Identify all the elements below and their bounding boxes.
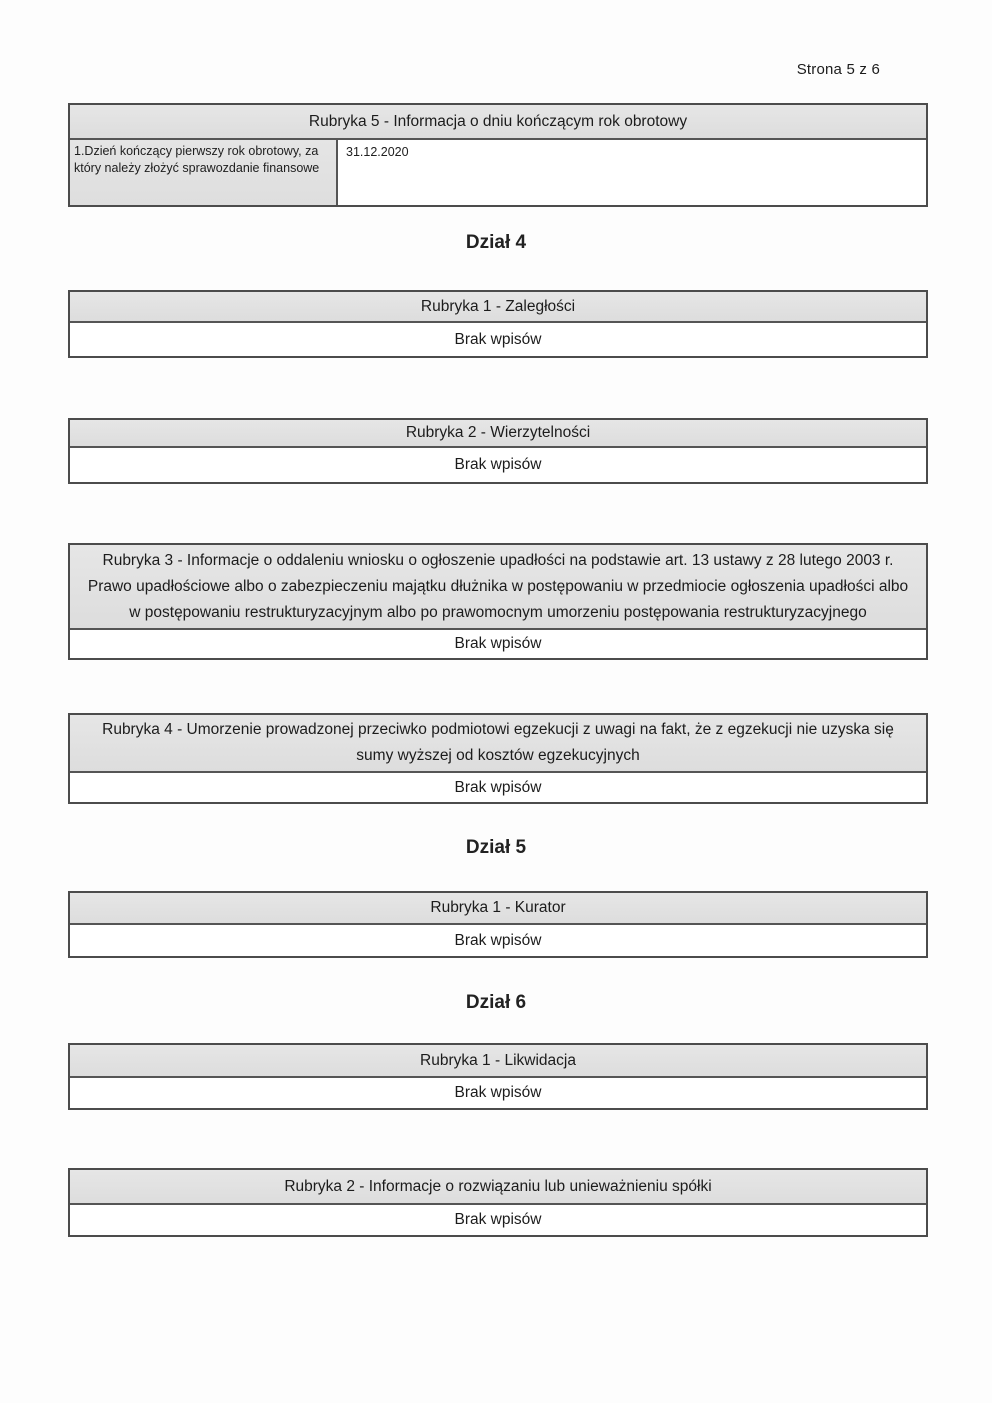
table-header (70, 715, 926, 773)
empty-label: Brak wpisów (454, 931, 542, 949)
table-rubryka5-title: Rubryka 5 - Informacja o dniu kończącym rok obrotowy (308, 112, 688, 130)
table-header (70, 420, 926, 448)
table-empty-row (70, 323, 926, 356)
empty-label: Brak wpisów (454, 778, 542, 796)
table-rozwiazanie-spolki (68, 1168, 928, 1237)
table-title: Rubryka 3 - Informacje o oddaleniu wniosku o ogłoszenie upadłości na podstawie art. 13 ustawy z 28 lutego 2003 r. Prawo upadłościowe albo o zabezpieczeniu majątku dłużnika w postępowaniu w przedmiocie ogłoszenia upadłości albo w postępowaniu restrukturyzacyjnym albo po prawomocnym umorzeniu postępowania restrukturyzacyjnego (87, 551, 909, 621)
dzial4-heading: Dział 4 (465, 232, 527, 253)
table-empty-row (70, 773, 926, 802)
table-rubryka5-header (70, 105, 926, 140)
field-label: 1.Dzień kończący pierwszy rok obrotowy, za który należy złożyć sprawozdanie finansowe (70, 140, 338, 205)
table-kurator (68, 891, 928, 958)
table-rubryka5-row (70, 140, 926, 205)
empty-label: Brak wpisów (454, 1084, 542, 1101)
dzial6-heading: Dział 6 (465, 992, 527, 1013)
table-title: Rubryka 1 - Likwidacja (420, 1051, 576, 1069)
table-header (70, 1170, 926, 1205)
table-empty-row (70, 925, 926, 956)
table-empty-row (70, 630, 926, 658)
table-zaleglosci (68, 290, 928, 358)
table-empty-row (70, 448, 926, 482)
field-value: 31.12.2020 (346, 145, 409, 159)
table-header (70, 1045, 926, 1078)
table-title: Rubryka 2 - Informacje o rozwiązaniu lub unieważnieniu spółki (284, 1177, 712, 1195)
table-oddalenie-upadlosci (68, 543, 928, 660)
table-title: Rubryka 1 - Zaległości (420, 297, 576, 315)
table-rubryka5 (68, 103, 928, 207)
table-header (70, 893, 926, 925)
table-wierzytelnosci (68, 418, 928, 484)
table-header (70, 545, 926, 630)
page-number: Strona 5 z 6 (796, 61, 880, 78)
table-title: Rubryka 4 - Umorzenie prowadzonej przeciwko podmiotowi egzekucji z uwagi na fakt, że z egzekucji nie uzyska się sumy wyższej od kosztów egzekucyjnych (102, 721, 894, 764)
empty-label: Brak wpisów (454, 330, 542, 348)
table-empty-row (70, 1205, 926, 1235)
empty-label: Brak wpisów (454, 635, 542, 652)
table-header (70, 292, 926, 323)
table-umorzenie-egzekucji (68, 713, 928, 804)
table-title: Rubryka 2 - Wierzytelności (405, 424, 591, 441)
empty-label: Brak wpisów (454, 1211, 542, 1228)
empty-label: Brak wpisów (454, 456, 542, 473)
table-likwidacja (68, 1043, 928, 1110)
dzial5-heading: Dział 5 (465, 837, 527, 858)
table-title: Rubryka 1 - Kurator (430, 899, 566, 916)
table-empty-row (70, 1078, 926, 1108)
